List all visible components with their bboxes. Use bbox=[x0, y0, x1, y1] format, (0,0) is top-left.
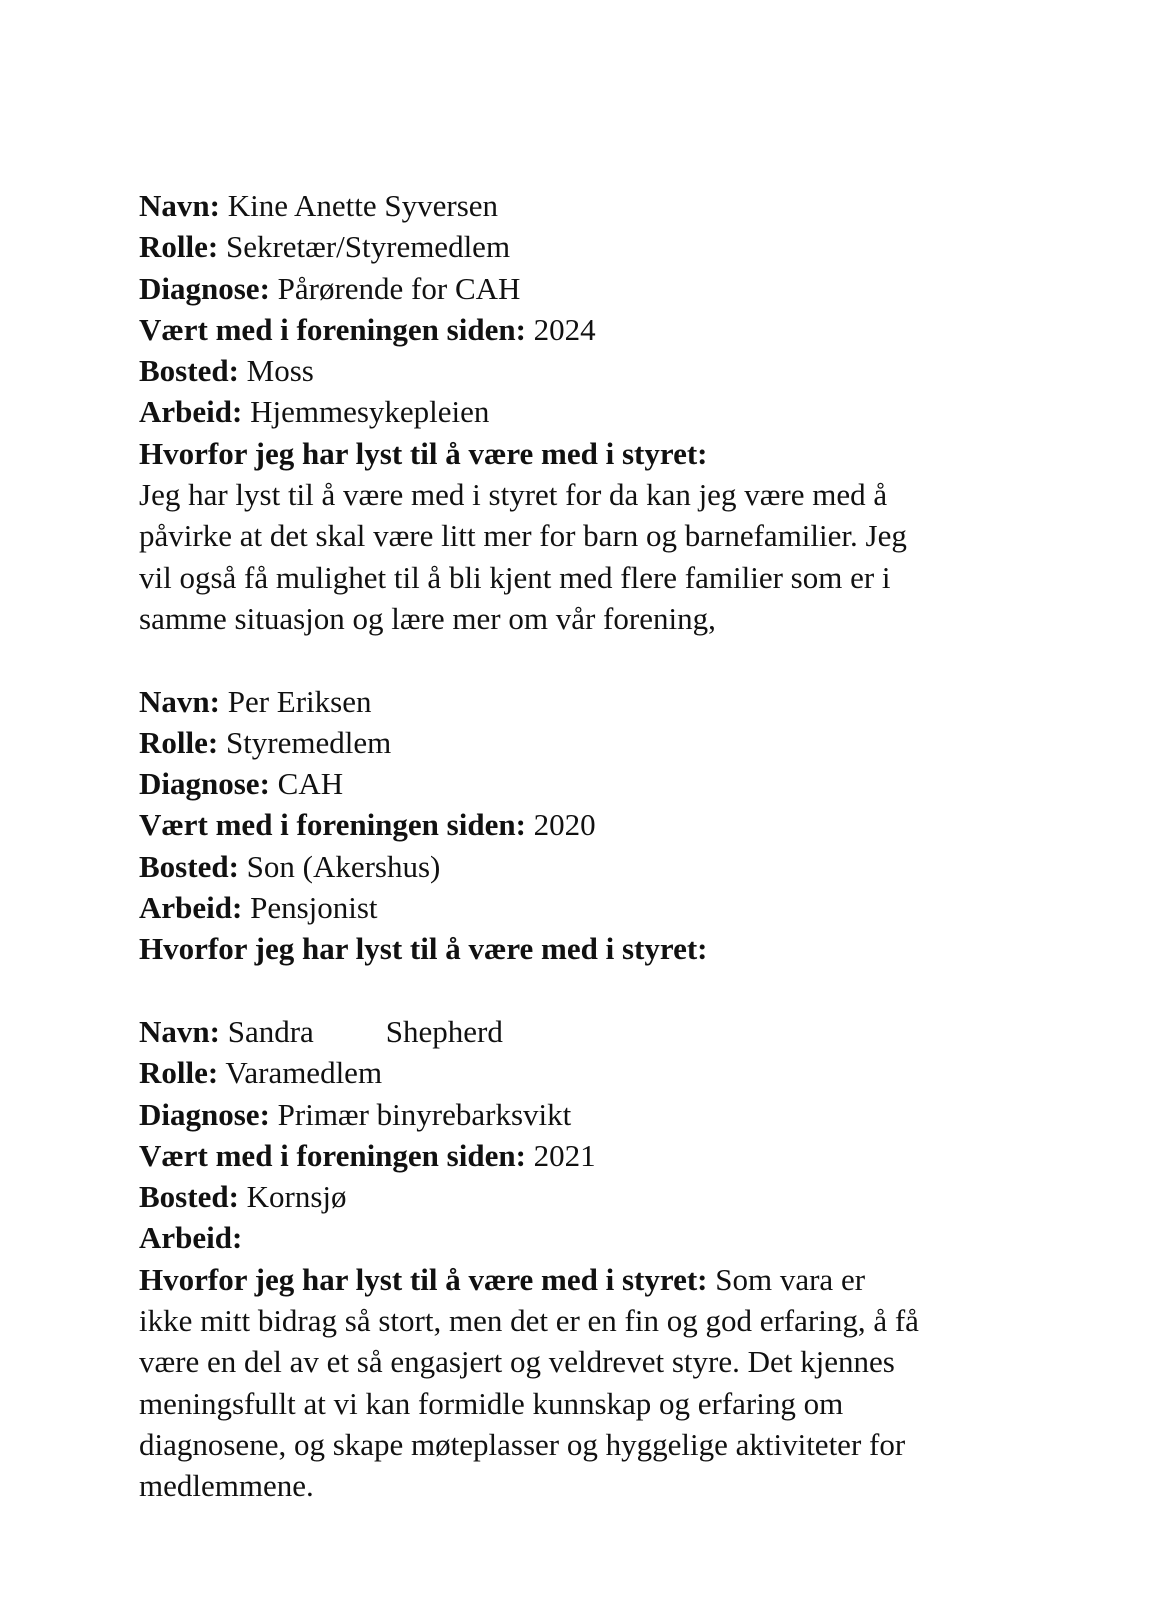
role-row bbox=[139, 1052, 1039, 1093]
residence-row bbox=[139, 846, 1039, 887]
first-name-value: Sandra bbox=[227, 1013, 314, 1049]
motivation-text-line: påvirke at det skal være litt mer for barn og barnefamilier. Jeg bbox=[139, 518, 907, 554]
work-row bbox=[139, 391, 1039, 432]
residence-label: Bosted: bbox=[139, 848, 239, 884]
member-since-row bbox=[139, 309, 1039, 350]
motivation-label: Hvorfor jeg har lyst til å være med i styret: bbox=[139, 1261, 708, 1297]
motivation-label: Hvorfor jeg har lyst til å være med i styret: bbox=[139, 931, 708, 967]
diagnosis-label: Diagnose: bbox=[139, 270, 270, 306]
name-label: Navn: bbox=[139, 683, 220, 719]
member-entry bbox=[139, 1011, 1039, 1507]
work-row bbox=[139, 887, 1039, 928]
diagnosis-row bbox=[139, 763, 1039, 804]
diagnosis-row bbox=[139, 268, 1039, 309]
role-label: Rolle: bbox=[139, 1055, 219, 1091]
name-label: Navn: bbox=[139, 1013, 220, 1049]
section-spacer bbox=[139, 970, 1039, 1011]
motivation-text-line: medlemmene. bbox=[139, 1468, 314, 1504]
residence-label: Bosted: bbox=[139, 353, 239, 389]
residence-row bbox=[139, 1176, 1039, 1217]
role-row bbox=[139, 722, 1039, 763]
role-label: Rolle: bbox=[139, 229, 219, 265]
work-label: Arbeid: bbox=[139, 890, 243, 926]
role-value: Sekretær/Styremedlem bbox=[225, 229, 511, 265]
name-value: Kine Anette Syversen bbox=[227, 188, 499, 223]
motivation-text-line: ikke mitt bidrag så stort, men det er en fin og god erfaring, å få bbox=[139, 1303, 919, 1339]
name-value: Per Eriksen bbox=[227, 683, 372, 719]
name-row bbox=[139, 185, 1039, 226]
member-entry bbox=[139, 185, 1039, 639]
role-label: Rolle: bbox=[139, 724, 219, 760]
role-value: Varamedlem bbox=[225, 1055, 383, 1091]
member-since-label: Vært med i foreningen siden: bbox=[139, 1137, 526, 1173]
residence-row bbox=[139, 350, 1039, 391]
diagnosis-value: CAH bbox=[277, 766, 344, 802]
work-row bbox=[139, 1217, 1039, 1258]
motivation-text-line: Jeg har lyst til å være med i styret for da kan jeg være med å bbox=[139, 477, 888, 513]
work-value: Hjemmesykepleien bbox=[250, 394, 490, 430]
residence-value: Son (Akershus) bbox=[246, 848, 441, 884]
role-row bbox=[139, 226, 1039, 267]
motivation-row bbox=[139, 433, 1039, 474]
name-label: Navn: bbox=[139, 188, 220, 223]
member-since-label: Vært med i foreningen siden: bbox=[139, 311, 526, 347]
member-since-row bbox=[139, 1135, 1039, 1176]
residence-value: Moss bbox=[246, 353, 314, 389]
work-value: Pensjonist bbox=[250, 890, 378, 926]
motivation-text-line: meningsfullt at vi kan formidle kunnskap og erfaring om bbox=[139, 1385, 844, 1421]
member-entry bbox=[139, 681, 1039, 970]
name-row bbox=[139, 681, 1039, 722]
diagnosis-row bbox=[139, 1094, 1039, 1135]
member-since-value: 2020 bbox=[533, 807, 596, 843]
diagnosis-value: Pårørende for CAH bbox=[277, 270, 521, 306]
document-page bbox=[139, 185, 1039, 1507]
residence-label: Bosted: bbox=[139, 1179, 239, 1215]
motivation-row bbox=[139, 928, 1039, 969]
diagnosis-label: Diagnose: bbox=[139, 1096, 270, 1132]
diagnosis-value: Primær binyrebarksvikt bbox=[277, 1096, 572, 1132]
residence-value: Kornsjø bbox=[246, 1179, 347, 1215]
motivation-text-line: diagnosene, og skape møteplasser og hyggelige aktiviteter for bbox=[139, 1426, 906, 1462]
last-name-value: Shepherd bbox=[385, 1013, 503, 1049]
motivation-row bbox=[139, 1259, 1039, 1300]
motivation-text-first: Som vara er bbox=[715, 1261, 866, 1297]
work-label: Arbeid: bbox=[139, 1220, 243, 1256]
name-row bbox=[139, 1011, 1039, 1052]
work-label: Arbeid: bbox=[139, 394, 243, 430]
motivation-text-line: samme situasjon og lære mer om vår forening, bbox=[139, 600, 716, 636]
motivation-text-line: vil også få mulighet til å bli kjent med flere familier som er i bbox=[139, 559, 891, 595]
role-value: Styremedlem bbox=[225, 724, 392, 760]
member-since-value: 2024 bbox=[533, 311, 596, 347]
member-since-value: 2021 bbox=[533, 1137, 596, 1173]
diagnosis-label: Diagnose: bbox=[139, 766, 270, 802]
motivation-label: Hvorfor jeg har lyst til å være med i styret: bbox=[139, 435, 708, 471]
motivation-text-line: være en del av et så engasjert og veldrevet styre. Det kjennes bbox=[139, 1344, 895, 1380]
section-spacer bbox=[139, 639, 1039, 680]
member-since-row bbox=[139, 804, 1039, 845]
member-since-label: Vært med i foreningen siden: bbox=[139, 807, 526, 843]
